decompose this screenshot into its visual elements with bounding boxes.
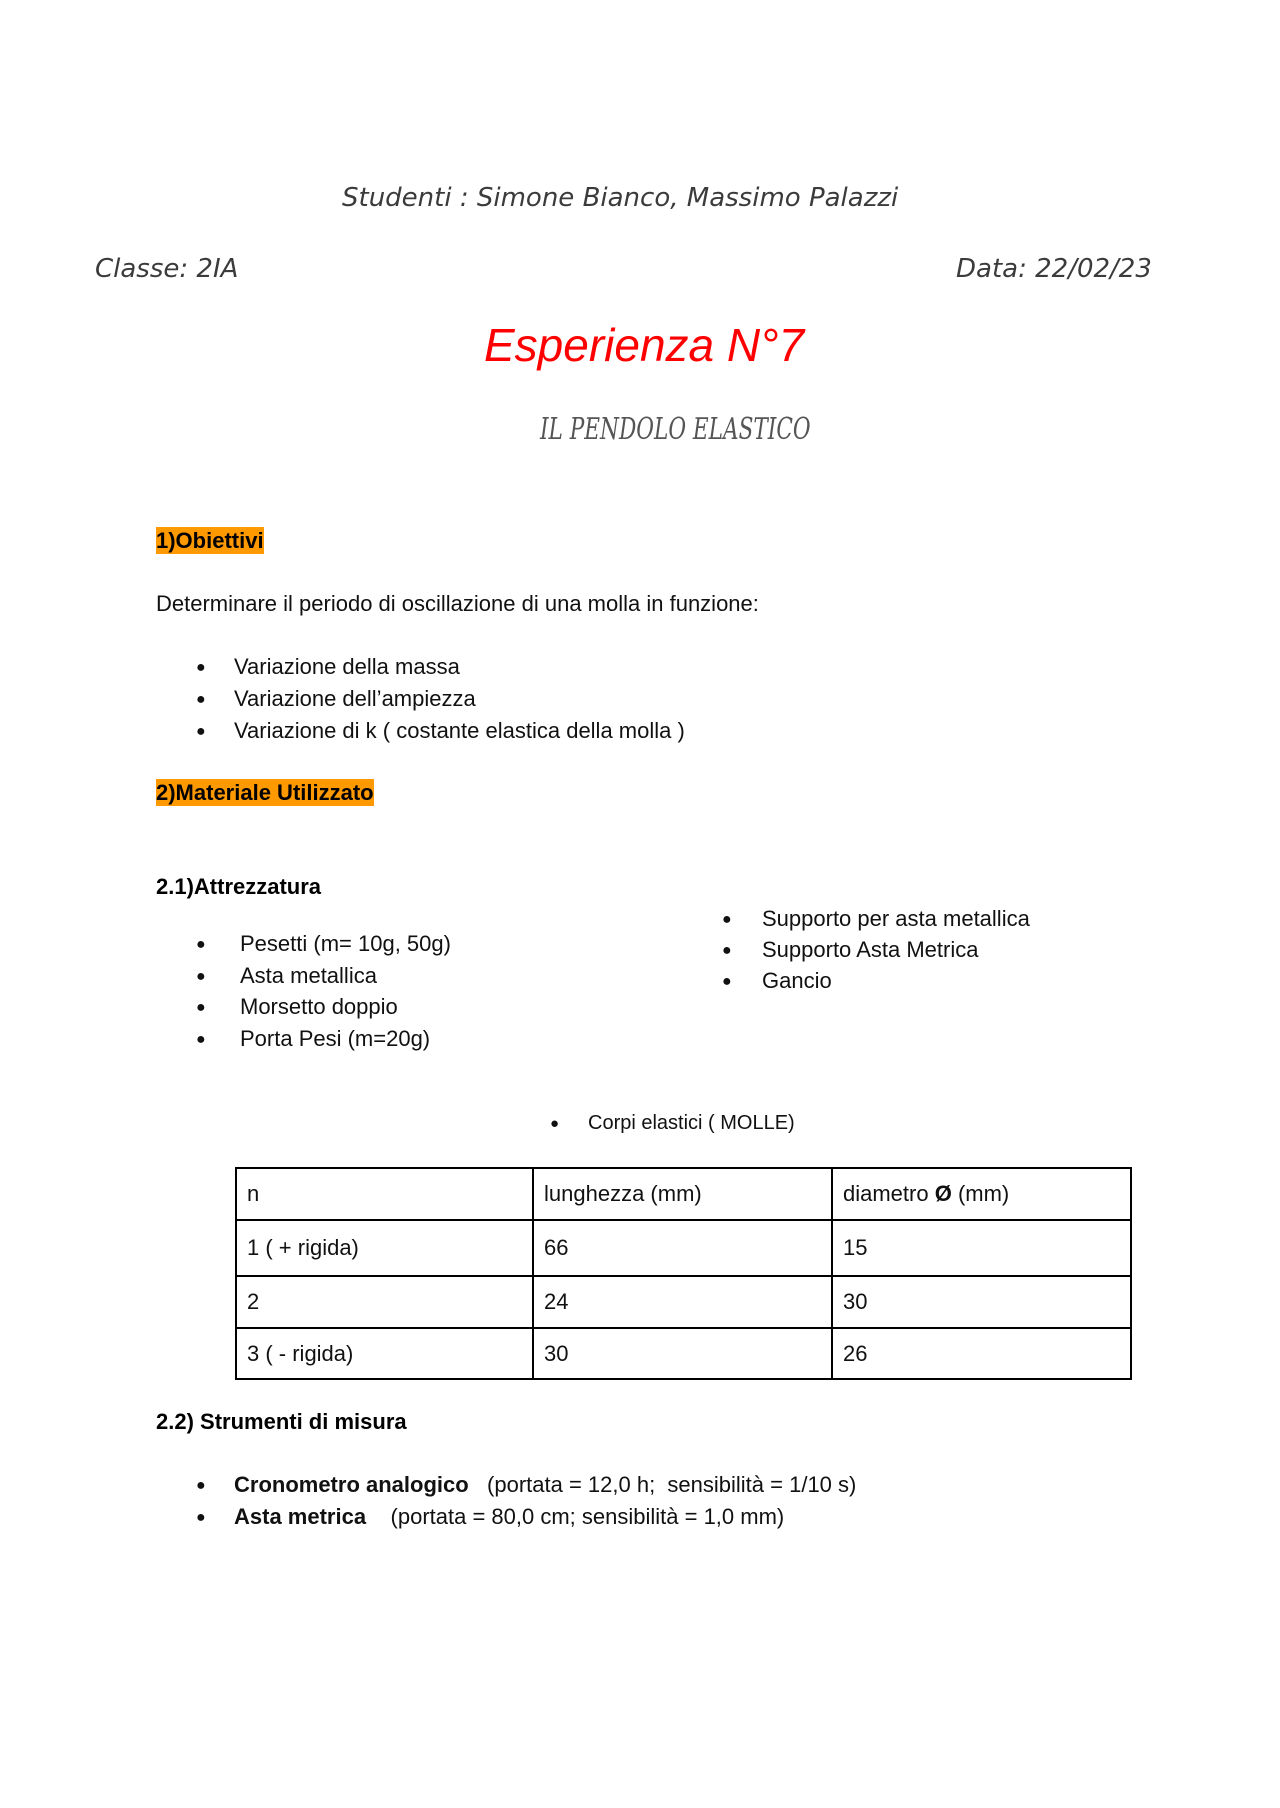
- bullet-icon: ●: [722, 973, 732, 990]
- bullet-icon: ●: [196, 936, 206, 953]
- list-item: [722, 937, 1030, 968]
- list-item: [196, 654, 685, 686]
- document-subtitle: IL PENDOLO ELASTICO: [540, 412, 811, 447]
- bullet-icon: ●: [196, 1477, 206, 1494]
- equipment-heading: 2.1)Attrezzatura: [156, 874, 322, 899]
- list-item: [196, 931, 451, 963]
- list-item: [196, 994, 451, 1026]
- instrument-name: Asta metrica: [234, 1504, 367, 1529]
- instruments-heading: 2.2) Strumenti di misura: [156, 1409, 407, 1434]
- equipment-list-left: [196, 931, 451, 1057]
- bullet-icon: ●: [196, 1030, 206, 1048]
- instrument-detail: (portata = 12,0 h; sensibilità = 1/10 s): [468, 1472, 857, 1497]
- bullet-icon: ●: [196, 691, 206, 708]
- objective-text: Variazione di k ( costante elastica della molla ): [234, 718, 685, 743]
- table-row: [236, 1220, 1131, 1276]
- document-title: Esperienza N°7: [484, 319, 805, 371]
- equipment-text: Supporto Asta Metrica: [762, 937, 979, 962]
- students-line: Studenti : Simone Bianco, Massimo Palazzi: [342, 183, 899, 213]
- equipment-text: Porta Pesi (m=20g): [240, 1025, 431, 1051]
- date-label: Data: 22/02/23: [956, 254, 1152, 284]
- table-header-cell: [832, 1168, 1131, 1220]
- diameter-symbol: Ø: [934, 1181, 952, 1206]
- table-cell: 24: [533, 1276, 832, 1328]
- bullet-icon: ●: [196, 659, 206, 676]
- list-item: [196, 1472, 856, 1504]
- table-header-row: [236, 1168, 1131, 1220]
- table-row: [236, 1328, 1131, 1379]
- list-item: [196, 718, 685, 750]
- equipment-list-right: [722, 906, 1030, 999]
- table-cell: 30: [832, 1276, 1131, 1328]
- bullet-icon: ●: [722, 911, 732, 928]
- table-header-cell: n: [236, 1168, 533, 1220]
- section-materials-heading: [156, 780, 374, 806]
- table-cell: 15: [832, 1220, 1131, 1276]
- table-cell: 30: [533, 1328, 832, 1379]
- bullet-icon: ●: [550, 1115, 560, 1132]
- section-materials-highlight: 2)Materiale Utilizzato: [156, 780, 374, 805]
- bullet-icon: ●: [722, 942, 732, 959]
- equipment-text: Asta metallica: [240, 962, 377, 988]
- list-item: [722, 906, 1030, 937]
- list-item: [196, 1504, 856, 1536]
- section-objectives-highlight: 1)Obiettivi: [156, 528, 264, 553]
- table-row: [236, 1276, 1131, 1328]
- list-item: [196, 1026, 451, 1058]
- objectives-intro: Determinare il periodo di oscillazione di una molla in funzione:: [156, 591, 759, 616]
- springs-label: Corpi elastici ( MOLLE): [588, 1112, 795, 1134]
- table-cell: 66: [533, 1220, 832, 1276]
- equipment-text: Gancio: [762, 968, 832, 993]
- bullet-icon: ●: [196, 1509, 206, 1526]
- list-item: [722, 968, 1030, 999]
- table-cell: 2: [236, 1276, 533, 1328]
- table-cell: 1 ( + rigida): [236, 1220, 533, 1276]
- springs-table: [235, 1167, 1132, 1380]
- table-cell: 3 ( - rigida): [236, 1328, 533, 1379]
- bullet-icon: ●: [196, 967, 206, 985]
- objectives-list: [196, 654, 685, 750]
- objective-text: Variazione dell’ampiezza: [234, 686, 476, 711]
- diameter-header-text: diametro Ø (mm): [843, 1181, 1010, 1206]
- list-item: [196, 686, 685, 718]
- instrument-name: Cronometro analogico: [234, 1472, 469, 1497]
- equipment-text: Supporto per asta metallica: [762, 906, 1030, 931]
- objective-text: Variazione della massa: [234, 654, 460, 679]
- bullet-icon: ●: [196, 999, 206, 1016]
- table-cell: 26: [832, 1328, 1131, 1379]
- list-item: [196, 963, 451, 995]
- springs-label-row: [550, 1112, 795, 1135]
- equipment-text: Pesetti (m= 10g, 50g): [240, 931, 451, 956]
- equipment-text: Morsetto doppio: [240, 994, 398, 1019]
- table-header-cell: lunghezza (mm): [533, 1168, 832, 1220]
- instruments-list: [196, 1472, 856, 1536]
- class-label: Classe: 2IA: [95, 254, 239, 284]
- bullet-icon: ●: [196, 723, 206, 740]
- section-objectives-heading: [156, 528, 264, 554]
- instrument-detail: (portata = 80,0 cm; sensibilità = 1,0 mm): [366, 1504, 785, 1529]
